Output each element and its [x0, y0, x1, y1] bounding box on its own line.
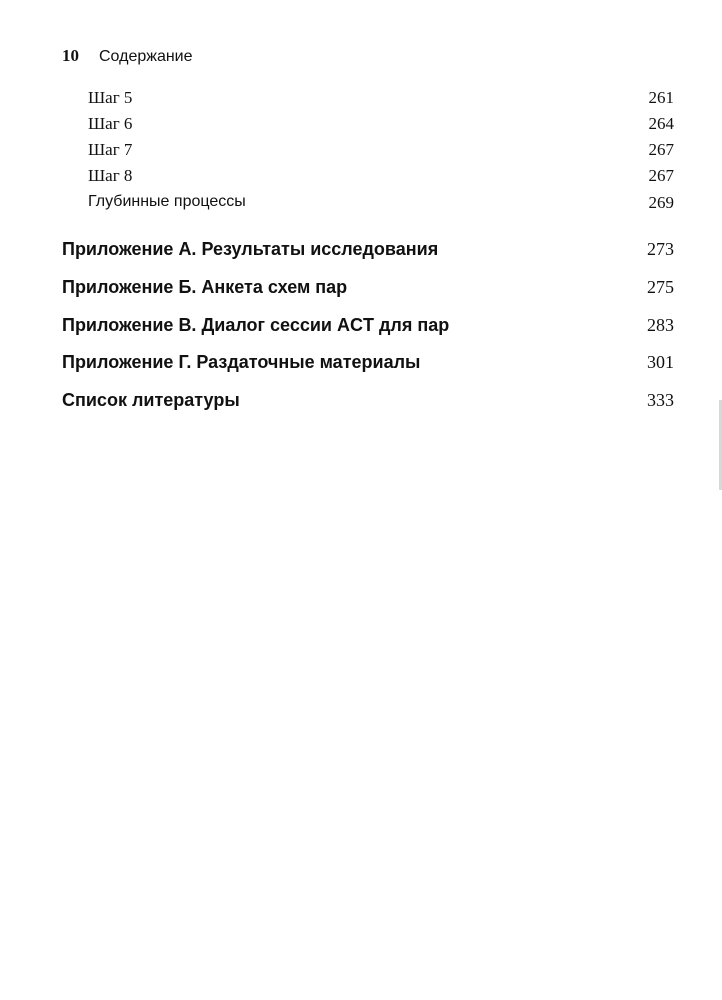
toc-entry-appendix-b — [0, 277, 722, 303]
toc-entry-step-6 — [0, 114, 722, 140]
toc-entry-label: Список литературы — [62, 390, 240, 410]
toc-entry-page: 267 — [648, 166, 674, 185]
toc-entry-label: Шаг 7 — [88, 140, 133, 159]
page-number: 10 — [62, 46, 79, 65]
toc-entry-page: 333 — [647, 390, 674, 410]
toc-entry-appendix-g — [0, 352, 722, 378]
toc-entry-appendix-a — [0, 239, 722, 265]
toc-entry-label: Глубинные процессы — [88, 193, 246, 210]
running-header — [62, 46, 193, 66]
toc-entry-page: 301 — [647, 352, 674, 372]
toc-entry-label: Шаг 5 — [88, 88, 133, 107]
toc-entry-label: Приложение А. Результаты исследования — [62, 239, 439, 259]
toc-entry-label: Шаг 8 — [88, 166, 133, 185]
toc-entry-page: 261 — [648, 88, 674, 107]
toc-entry-appendix-v — [0, 315, 722, 341]
toc-entry-step-5 — [0, 88, 722, 114]
toc-entry-page: 269 — [648, 193, 674, 212]
toc-entry-bibliography — [0, 390, 722, 416]
toc-entry-page: 275 — [647, 277, 674, 297]
toc-entry-page: 267 — [648, 140, 674, 159]
toc-entry-label: Шаг 6 — [88, 114, 133, 133]
toc-entry-page: 273 — [647, 239, 674, 259]
toc-entry-step-7 — [0, 140, 722, 166]
toc-entry-page: 264 — [648, 114, 674, 133]
toc-entry-page: 283 — [647, 315, 674, 335]
toc-entry-deep-processes — [0, 193, 722, 219]
toc-entry-label: Приложение В. Диалог сессии ACT для пар — [62, 315, 450, 335]
section-title: Содержание — [99, 48, 193, 65]
toc-entry-label: Приложение Б. Анкета схем пар — [62, 277, 348, 297]
toc-entry-step-8 — [0, 166, 722, 192]
toc-entry-label: Приложение Г. Раздаточные материалы — [62, 352, 421, 372]
